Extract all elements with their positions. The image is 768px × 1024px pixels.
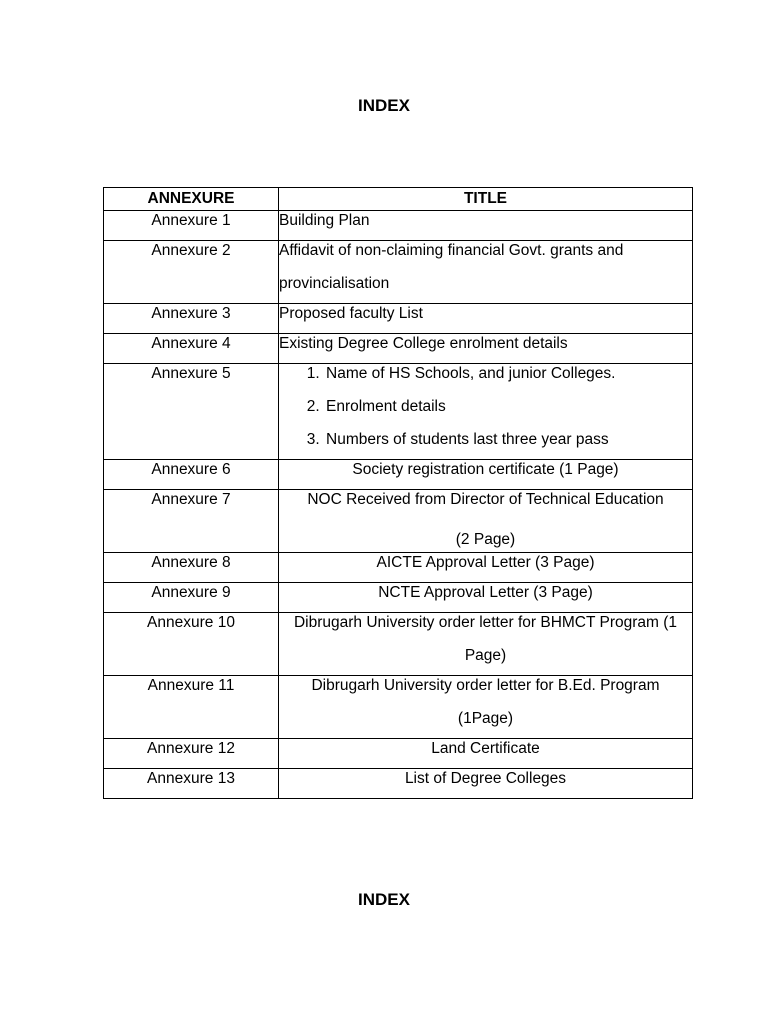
title-line: Dibrugarh University order letter for B.Ed. Program	[311, 677, 660, 694]
table-row	[104, 553, 693, 583]
title-cell	[279, 241, 693, 304]
annexure-cell: Annexure 9	[104, 583, 279, 613]
annexure-cell: Annexure 8	[104, 553, 279, 583]
title-cell	[279, 490, 693, 553]
table-row	[104, 739, 693, 769]
column-header-title: TITLE	[279, 188, 693, 211]
annexure-cell: Annexure 6	[104, 460, 279, 490]
title-cell: Proposed faculty List	[279, 304, 693, 334]
list-item: 1. Name of HS Schools, and junior Colleges.	[324, 357, 692, 390]
table-header-row	[104, 188, 693, 211]
title-line: (1Page)	[457, 710, 514, 727]
title-cell: NCTE Approval Letter (3 Page)	[279, 583, 693, 613]
table-row	[104, 241, 693, 304]
annexure-cell: Annexure 11	[104, 676, 279, 739]
table-row	[104, 676, 693, 739]
title-cell	[279, 364, 693, 460]
title-cell	[279, 676, 693, 739]
title-line: provincialisation	[279, 275, 390, 292]
page-title-second: INDEX	[358, 890, 410, 909]
table-row	[104, 364, 693, 460]
title-line: Page)	[464, 647, 507, 664]
title-cell: Land Certificate	[279, 739, 693, 769]
title-cell	[279, 613, 693, 676]
annexure-cell: Annexure 13	[104, 769, 279, 799]
index-table	[103, 187, 693, 799]
title-line: (2 Page)	[455, 531, 516, 548]
column-header-annexure: ANNEXURE	[104, 188, 279, 211]
title-line: NOC Received from Director of Technical Education	[307, 491, 664, 508]
page-title: INDEX	[358, 96, 410, 115]
annexure-cell: Annexure 5	[104, 364, 279, 460]
table-row	[104, 769, 693, 799]
title-cell: Existing Degree College enrolment details	[279, 334, 693, 364]
table-row	[104, 460, 693, 490]
annexure-cell: Annexure 12	[104, 739, 279, 769]
list-item: 2. Enrolment details	[324, 390, 692, 423]
list-item: 3. Numbers of students last three year pass	[324, 423, 692, 456]
numbered-list	[279, 357, 692, 456]
annexure-cell: Annexure 7	[104, 490, 279, 553]
annexure-cell: Annexure 2	[104, 241, 279, 304]
annexure-cell: Annexure 10	[104, 613, 279, 676]
title-line: Affidavit of non-claiming financial Govt. grants and	[279, 242, 624, 259]
title-line: Dibrugarh University order letter for BHMCT Program (1	[293, 614, 678, 631]
annexure-cell: Annexure 1	[104, 211, 279, 241]
title-cell: AICTE Approval Letter (3 Page)	[279, 553, 693, 583]
table-row	[104, 613, 693, 676]
table-row	[104, 490, 693, 553]
title-cell: List of Degree Colleges	[279, 769, 693, 799]
annexure-cell: Annexure 4	[104, 334, 279, 364]
title-cell: Society registration certificate (1 Page)	[279, 460, 693, 490]
annexure-cell: Annexure 3	[104, 304, 279, 334]
table-row	[104, 304, 693, 334]
title-cell: Building Plan	[279, 211, 693, 241]
